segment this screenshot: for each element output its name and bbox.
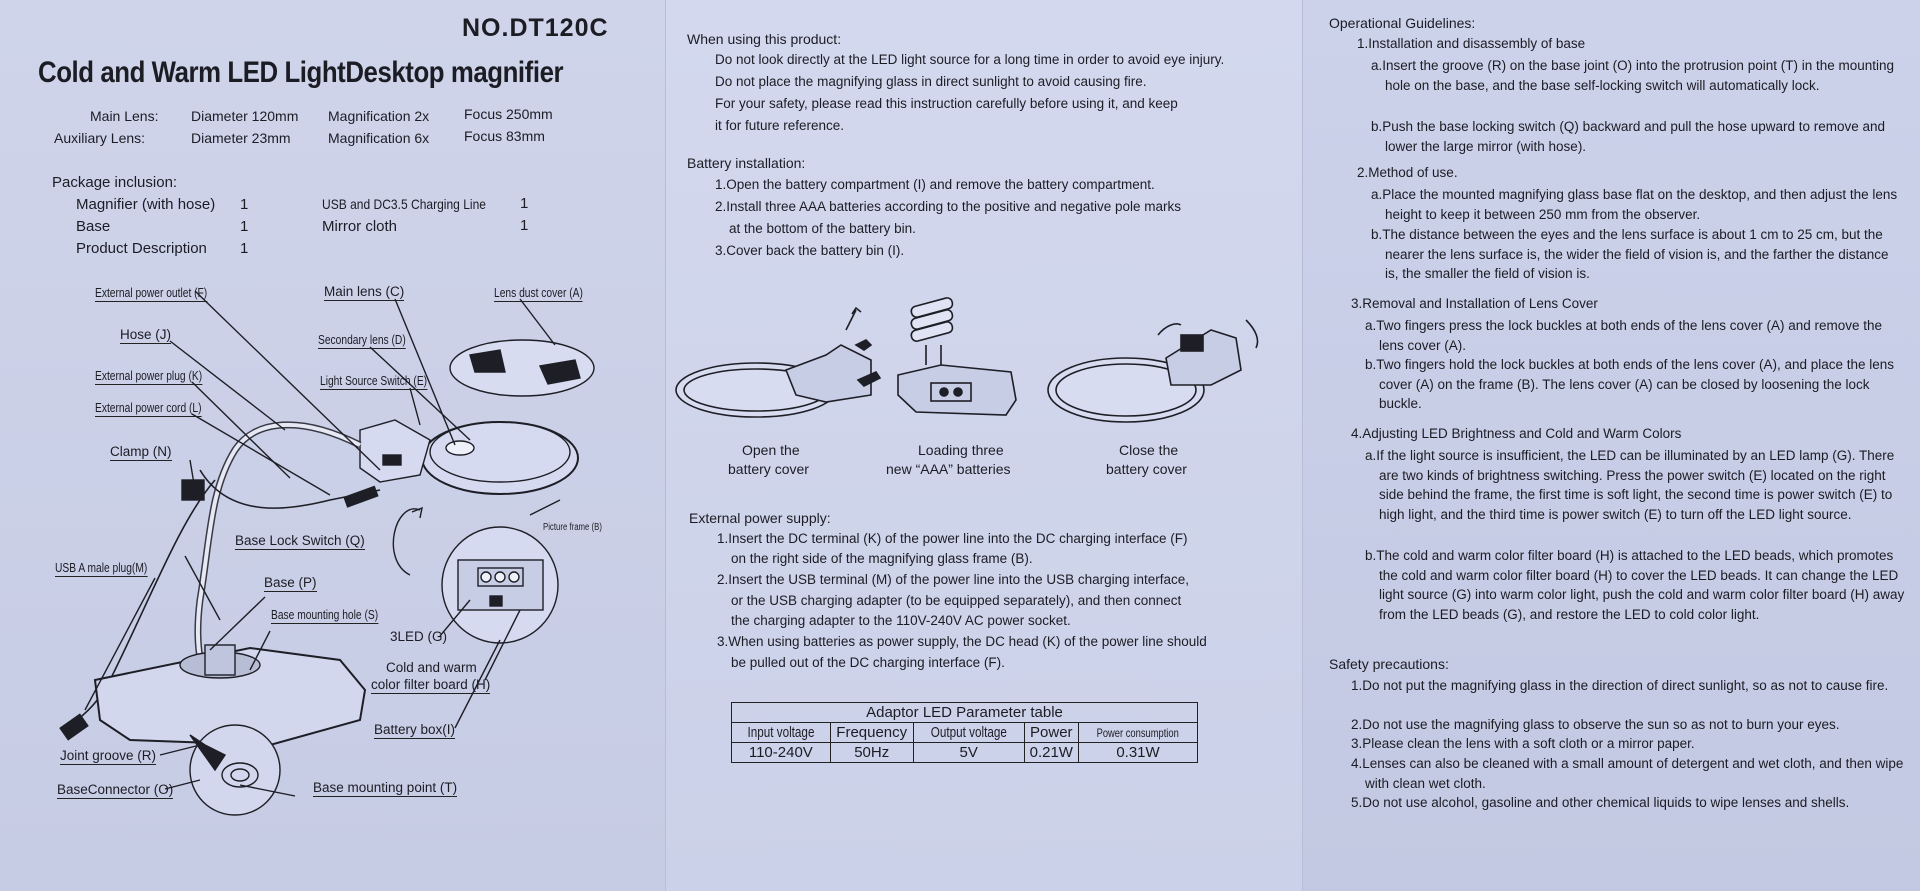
section-title: 4.Adjusting LED Brightness and Cold and Warm Colors: [1351, 426, 1682, 441]
section-item: a.Insert the groove (R) on the base joint (O) into the protrusion point (T) in the mounting hole on the base, and the base self-locking switch will automatically lock.: [1371, 58, 1895, 93]
label-base: Base (P): [264, 575, 317, 590]
safety-item: 2.Do not use the magnifying glass to observe the sun so as not to burn your eyes.: [1351, 717, 1840, 732]
battery-step: 2.Install three AAA batteries according to the positive and negative pole marks: [715, 199, 1182, 214]
led-parameter-table: [731, 702, 1198, 763]
battery-step: 1.Open the battery compartment (I) and remove the battery compartment.: [715, 177, 1155, 192]
package-item: Base: [76, 218, 111, 235]
section-title: 3.Removal and Installation of Lens Cover: [1351, 296, 1598, 311]
safety-item: 5.Do not use alcohol, gasoline and other chemical liquids to wipe lenses and shells.: [1351, 795, 1850, 810]
section-title: 1.Installation and disassembly of base: [1357, 36, 1586, 51]
section-item: b.The distance between the eyes and the lens surface is about 1 cm to 25 cm, but the nearer the lens surface is, the wider the field of vision is, and the farther the distance is, the smaller the field of vision is.: [1371, 227, 1889, 281]
table-cell: 50Hz: [830, 743, 913, 763]
label-ext-power-plug: External power plug (K): [95, 369, 203, 383]
table-cell: 5V: [913, 743, 1024, 763]
external-step: 1.Insert the DC terminal (K) of the power line into the DC charging interface (F): [717, 531, 1188, 546]
section-item: b.Push the base locking switch (Q) backward and pull the hose upward to remove and lower the large mirror (with hose).: [1371, 119, 1886, 154]
section-item: b.The cold and warm color filter board (H) is attached to the LED beads, which promotes the cold and warm color filter board (H) to cover the LED beads. It can change the LED light source (G) into warm color light, push the cold and warm color filter board (H) away from the LED beads (G), and restore the LED to cold color light.: [1365, 548, 1905, 622]
middle-panel: [665, 0, 1302, 891]
label-battery-box: Battery box(I): [374, 722, 456, 737]
battery-step: at the bottom of the battery bin.: [729, 221, 916, 236]
label-base-connector: BaseConnector (O): [57, 782, 174, 797]
label-ext-power-cord: External power cord (L): [95, 401, 202, 415]
table-header: Frequency: [830, 723, 913, 743]
main-lens-label: Main Lens:: [90, 108, 159, 124]
section-title: 2.Method of use.: [1357, 165, 1458, 180]
external-step: the charging adapter to the 110V-240V AC power socket.: [731, 613, 1071, 628]
external-step: or the USB charging adapter (to be equipped separately), and then connect: [731, 593, 1182, 608]
safety-item: 3.Please clean the lens with a soft cloth or a mirror paper.: [1351, 736, 1695, 751]
main-lens-focus: Focus 250mm: [464, 106, 553, 122]
model-number: NO.DT120C: [462, 14, 609, 42]
section-item: a.If the light source is insufficient, the LED can be illuminated by an LED lamp (G). There are two kinds of brightness switching. Press the power switch (E) located on the right side behind the frame, the first time is soft light, the second time is power switch (E) to high light, and the third time is power switch (E) to turn off the LED light source.: [1365, 448, 1895, 522]
label-filter-board-1: Cold and warm: [386, 660, 477, 675]
table-cell: 110-240V: [732, 743, 831, 763]
aux-lens-label: Auxiliary Lens:: [54, 130, 146, 146]
external-step: on the right side of the magnifying glass frame (B).: [731, 551, 1033, 566]
table-header-row: [732, 723, 1198, 743]
main-lens-magnification: Magnification 2x: [328, 108, 430, 124]
label-base-mounting-hole: Base mounting hole (S): [271, 608, 379, 622]
left-panel: [0, 0, 665, 891]
label-hose: Hose (J): [120, 327, 172, 342]
external-heading: External power supply:: [689, 510, 831, 526]
aux-lens-diameter: Diameter 23mm: [191, 130, 291, 146]
label-light-source-switch: Light Source Switch (E): [320, 374, 428, 388]
battery-step: 3.Cover back the battery bin (I).: [715, 243, 905, 258]
package-item: Magnifier (with hose): [76, 196, 216, 213]
safety-heading: Safety precautions:: [1329, 656, 1449, 672]
safety-item: 4.Lenses can also be cleaned with a small amount of detergent and wet cloth, and then wipe with clean wet cloth.: [1351, 756, 1904, 791]
using-line: For your safety, please read this instruction carefully before using it, and keep: [715, 96, 1178, 111]
caption-close-line2: battery cover: [1106, 461, 1187, 477]
label-secondary-lens: Secondary lens (D): [318, 333, 406, 347]
package-heading: Package inclusion:: [52, 174, 178, 191]
magnifier-diagram: [0, 270, 665, 830]
using-line: Do not look directly at the LED light source for a long time in order to avoid eye injury.: [715, 52, 1225, 67]
battery-heading: Battery installation:: [687, 155, 806, 171]
using-line: it for future reference.: [715, 118, 845, 133]
section-item: a.Two fingers press the lock buckles at both ends of the lens cover (A) and remove the lens cover (A).: [1365, 318, 1883, 353]
external-step: be pulled out of the DC charging interface (F).: [731, 655, 1005, 670]
caption-open-line1: Open the: [742, 442, 800, 458]
table-header: Input voltage: [747, 724, 815, 741]
aux-lens-magnification: Magnification 6x: [328, 130, 430, 146]
package-item: Mirror cloth: [322, 218, 398, 235]
external-step: 2.Insert the USB terminal (M) of the power line into the USB charging interface,: [717, 572, 1189, 587]
caption-open-line2: battery cover: [728, 461, 809, 477]
label-3led: 3LED (G): [390, 629, 448, 644]
aux-lens-focus: Focus 83mm: [464, 128, 545, 144]
safety-item: 1.Do not put the magnifying glass in the direction of direct sunlight, so as not to cause fire.: [1351, 678, 1889, 693]
section-item: a.Place the mounted magnifying glass base flat on the desktop, and then adjust the lens height to keep it between 250 mm from the observer.: [1371, 187, 1898, 222]
package-qty: 1: [520, 195, 529, 212]
label-base-lock-switch: Base Lock Switch (Q): [235, 533, 365, 548]
right-panel: [1302, 0, 1920, 891]
caption-load-line2: new “AAA” batteries: [886, 461, 1011, 477]
label-usb-plug: USB A male plug(M): [55, 561, 148, 575]
caption-close-line1: Close the: [1119, 442, 1179, 458]
section-item: b.Two fingers hold the lock buckles at both ends of the lens cover (A), and place the lens cover (A) on the frame (B). The lens cover (A) can be closed by loosening the lock buckle.: [1365, 357, 1895, 411]
package-qty: 1: [240, 196, 249, 213]
table-row: [732, 743, 1198, 763]
table-header: Power: [1024, 723, 1078, 743]
label-lens-dust-cover: Lens dust cover (A): [494, 286, 583, 300]
label-filter-board-2: color filter board (H): [371, 677, 491, 692]
label-picture-frame: Picture frame (B): [543, 522, 602, 533]
battery-figures: [666, 290, 1303, 440]
label-clamp: Clamp (N): [110, 444, 172, 459]
table-cell: 0.31W: [1079, 743, 1198, 763]
table-header: Power consumption: [1096, 725, 1180, 740]
label-ext-power-outlet: External power outlet (F): [95, 286, 208, 300]
caption-load-line1: Loading three: [918, 442, 1004, 458]
product-title: Cold and Warm LED LightDesktop magnifier: [38, 56, 564, 89]
package-qty: 1: [240, 240, 249, 257]
external-step: 3.When using batteries as power supply, the DC head (K) of the power line should: [717, 634, 1207, 649]
package-qty: 1: [520, 217, 529, 234]
guidelines-heading: Operational Guidelines:: [1329, 15, 1476, 31]
package-qty: 1: [240, 218, 249, 235]
label-base-mounting-point: Base mounting point (T): [313, 780, 458, 795]
package-item: USB and DC3.5 Charging Line: [322, 196, 486, 212]
main-lens-diameter: Diameter 120mm: [191, 108, 299, 124]
using-heading: When using this product:: [687, 31, 842, 47]
label-joint-groove: Joint groove (R): [60, 748, 157, 763]
table-caption: Adaptor LED Parameter table: [732, 703, 1198, 723]
table-header: Output voltage: [930, 724, 1007, 741]
table-cell: 0.21W: [1024, 743, 1078, 763]
label-main-lens: Main lens (C): [324, 284, 405, 299]
package-item: Product Description: [76, 240, 207, 257]
using-line: Do not place the magnifying glass in direct sunlight to avoid causing fire.: [715, 74, 1147, 89]
